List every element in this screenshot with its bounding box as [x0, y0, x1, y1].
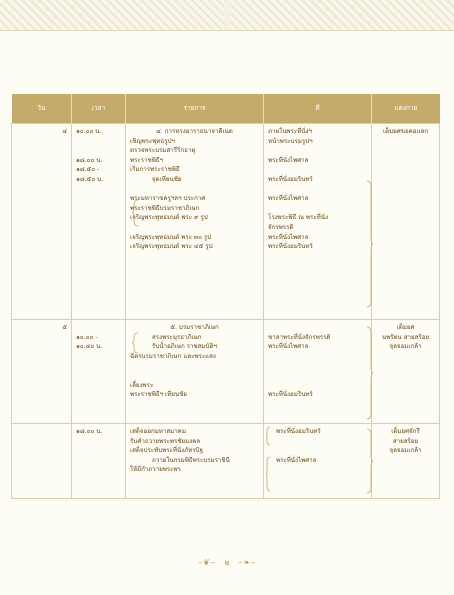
place-line: พระที่นั่งอมรินทร์ — [268, 176, 313, 184]
time-line — [76, 146, 121, 156]
place-line — [268, 185, 367, 195]
program-heading: ๕. บรมราชาภิเษก — [170, 324, 219, 331]
time-line — [76, 323, 121, 333]
row2-time-cell — [72, 320, 126, 424]
dress-line: เต็มยศจักรี — [391, 428, 420, 435]
dress-line: เต็มยศ — [396, 324, 415, 331]
row3-time-cell — [72, 424, 126, 499]
time-line: ๑๘.๐๐ น. — [76, 156, 103, 164]
dress-line: สายสร้อย — [392, 437, 419, 445]
row2-day-text: ๕ — [62, 324, 67, 331]
schedule-table — [11, 94, 440, 499]
row2-day — [12, 320, 72, 424]
program-brace — [131, 199, 139, 227]
program-line: รับน้ำอภิเษก ราชสมบัติฯ — [152, 343, 217, 351]
program-line: เจริญพระพุทธมนต์ พระ ๓๐ รูป — [130, 233, 212, 241]
table-row — [12, 124, 440, 320]
program-line: จุดเทียนชัย — [152, 176, 182, 184]
place-line: ชาลาพระที่นั่งจักรพรรดิ — [268, 333, 331, 341]
program-line: เสด็จประทับพระที่นั่งภัทรบิฐ — [130, 447, 203, 455]
program-line: ตรวจพระบรมสารีริกธาตุ — [130, 147, 196, 155]
row2-place-cell — [264, 320, 372, 424]
place-line: พระที่นั่งอมรินทร์ — [276, 428, 321, 435]
row1-time-cell — [72, 124, 126, 320]
place-line: พระที่นั่งไพศาล — [276, 456, 317, 464]
row1-dress: เต็มยศขอคอแลก — [372, 124, 440, 320]
place-line — [268, 361, 367, 371]
time-line — [76, 137, 121, 147]
program-line: พระราชพิธีฯ — [130, 156, 164, 164]
program-line — [130, 361, 259, 371]
dress-line: จุลจอมเกล้า — [389, 343, 422, 351]
row1-day — [12, 124, 72, 320]
program-line: เสด็จออกมหาสมาคม — [130, 428, 186, 435]
place-line — [268, 204, 367, 214]
place-line: พระที่นั่งไพศาล — [268, 195, 309, 203]
place-line: พระที่นั่งอมรินทร์ — [268, 391, 313, 399]
place-line — [268, 437, 367, 447]
ornament-right-icon: –❧– — [238, 558, 256, 567]
header-row — [12, 94, 440, 124]
program-line: เจริญพระพุทธมนต์ พระ ๔๕ รูป — [130, 243, 213, 251]
program-line: พระมหาราชครูฯลฯ ประกาศ — [130, 195, 206, 203]
program-line: รับคำถวายพระพรชัยมงคล — [130, 437, 201, 445]
top-band-notch — [224, 0, 230, 30]
program-line: เชิญพระพุทธรูปฯ — [130, 137, 175, 145]
program-line: เลี้ยงพระ — [130, 381, 154, 389]
row3-program-cell — [126, 424, 264, 499]
place-line — [268, 146, 367, 156]
time-line: ๑๐.๔๐ น. — [76, 343, 103, 351]
program-line: ให้มีกำถวายพระพร — [130, 466, 181, 474]
program-line: เริ่มการพระราชพิธี — [130, 166, 180, 174]
place-line: พระที่นั่งไพศาล — [268, 343, 309, 351]
row1-program-cell — [126, 124, 264, 320]
place-line — [268, 323, 367, 333]
program-line — [130, 371, 259, 381]
row2-program-cell — [126, 320, 264, 424]
place-line — [268, 165, 367, 175]
header-time: เวลา — [72, 94, 126, 124]
place-brace — [265, 456, 271, 492]
time-line: ๑๐.๐๐ น. — [76, 128, 102, 135]
program-line: ฉัตรบรมราชาภิเษก และพระแสง — [130, 352, 216, 360]
row1-place-cell — [264, 124, 372, 320]
place-brace — [265, 426, 271, 446]
page-footer — [0, 556, 454, 569]
header-place: ที่ — [264, 94, 372, 124]
program-heading: ๔. การทรงอาราธนาจาคีเนต — [156, 128, 233, 135]
program-line — [130, 185, 259, 195]
header-program: รายการ — [126, 94, 264, 124]
program-line: ถวายในกรมพิธีพระบรมราชินี — [152, 456, 230, 464]
time-line: ๑๘.๕๐ น. — [76, 176, 104, 184]
row3-day — [12, 424, 72, 499]
program-line: พระราชพิธีฯ เทียนชัย — [130, 391, 187, 399]
header-dress: แต่งกาย — [372, 94, 440, 124]
place-line: พระที่นั่งไพศาล — [268, 233, 309, 241]
place-line — [268, 381, 367, 391]
program-line: พระราชพิธีบรมราชาภิเษก — [130, 204, 200, 212]
place-line — [268, 446, 367, 456]
place-line: หน้าพระบรมรูปฯ — [268, 137, 313, 145]
place-line: พระที่นั่งอมรินทร์ — [268, 243, 313, 251]
table-row — [12, 424, 440, 499]
time-line: ๑๘.๕๐ - — [76, 166, 100, 174]
dress-line: นพรัตน สายสร้อย — [381, 333, 430, 341]
ornament-left-icon: –❦– — [198, 558, 216, 567]
row3-dress — [372, 424, 440, 499]
time-line: ๑๘.๐๐ น. — [76, 428, 103, 435]
decorative-top-band — [0, 0, 454, 31]
place-line: ภายในพระที่นั่งฯ — [268, 128, 312, 135]
page-number: ๒ — [224, 558, 230, 567]
place-line: พระที่นั่งไพศาล — [268, 156, 309, 164]
place-line: จักรพรรดิ — [268, 224, 294, 232]
header-day: วัน — [12, 94, 72, 124]
program-line — [130, 223, 259, 233]
row3-place-cell — [264, 424, 372, 499]
table-row — [12, 320, 440, 424]
time-line: ๑๐.๐๐ - — [76, 333, 98, 341]
place-line: โรงพระพิธี ณ พระที่นั่ง — [268, 214, 328, 222]
row2-dress — [372, 320, 440, 424]
place-line — [268, 371, 367, 381]
row1-day-text: ๔ — [62, 128, 67, 135]
program-line: เจริญพระพุทธมนต์ พระ ๙ รูป — [130, 214, 208, 222]
program-brace — [131, 332, 139, 354]
dress-line: จุลจอมเกล้า — [389, 447, 422, 455]
program-line: สรงพระมุรธาภิเษก — [152, 333, 202, 341]
place-line — [268, 352, 367, 362]
